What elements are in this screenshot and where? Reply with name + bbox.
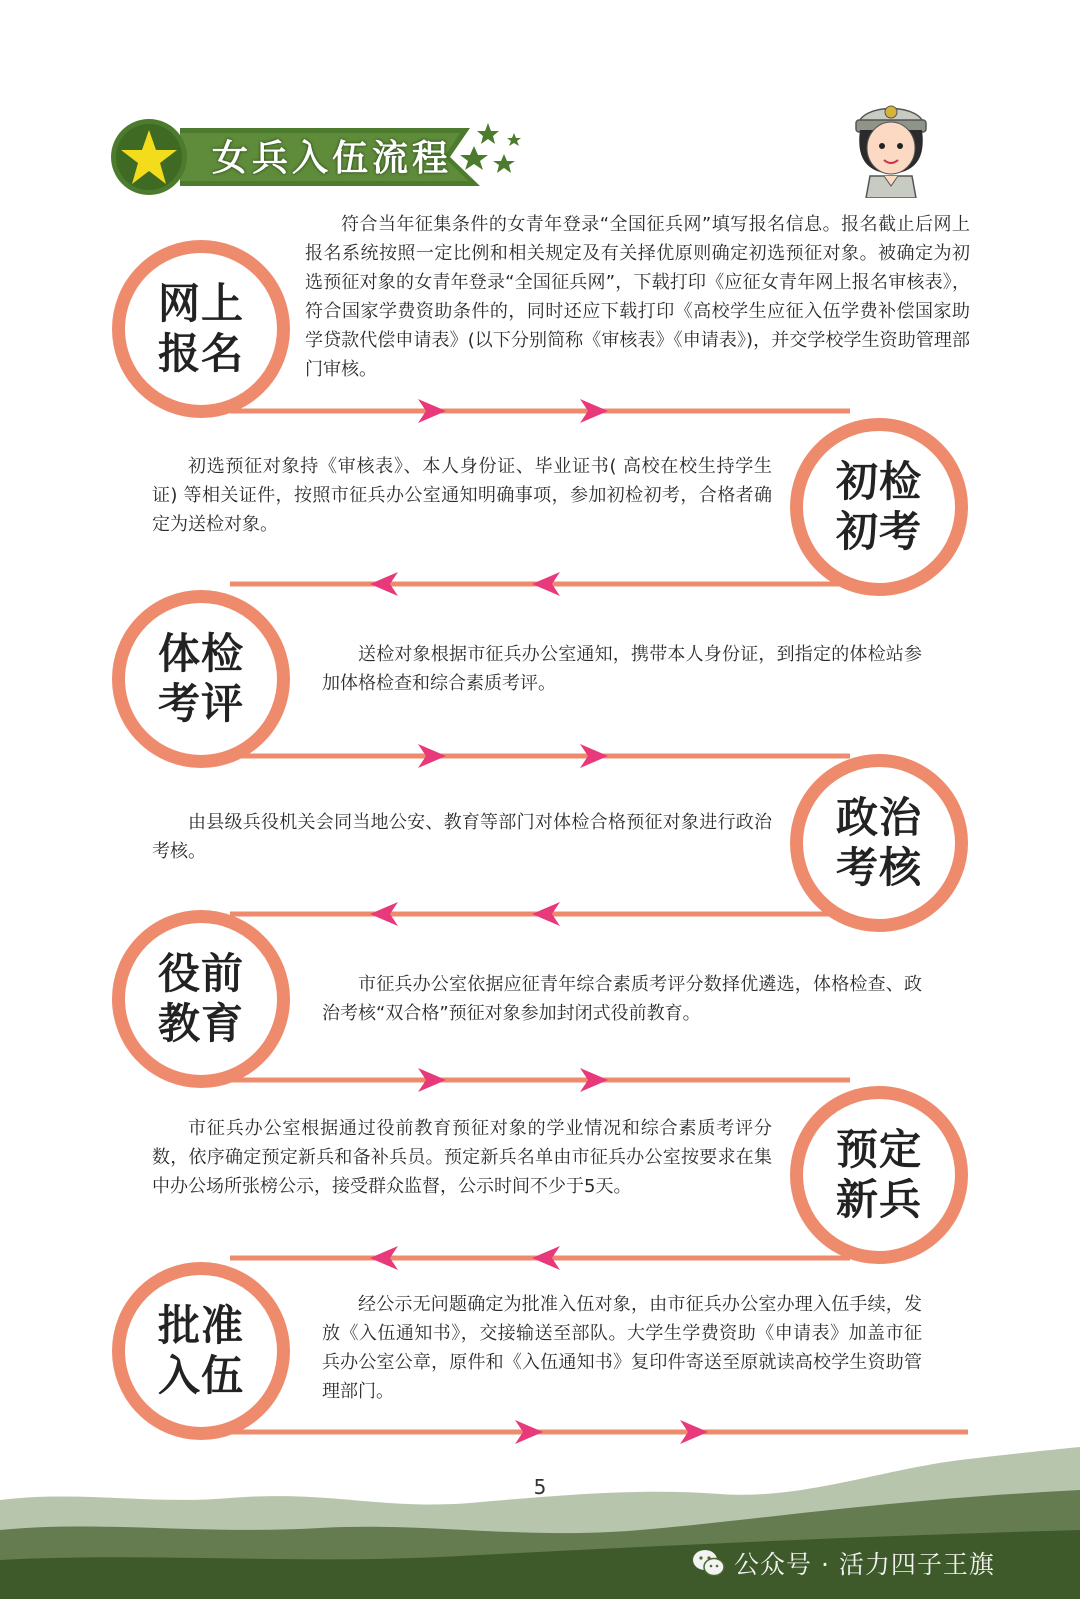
step-title-line2: 初考: [835, 507, 922, 556]
step-title-line2: 考核: [835, 843, 922, 892]
step-title-line1: 体检: [157, 629, 244, 678]
step-description: 市征兵办公室根据通过役前教育预征对象的学业情况和综合素质考评分数，依序确定预定新兵和备补兵员。预定新兵名单由市征兵办公室按要求在集中办公场所张榜公示，接受群众监督，公示时间不少于5天。: [152, 1118, 772, 1197]
step-description: 经公示无问题确定为批准入伍对象，由市征兵办公室办理入伍手续，发放《入伍通知书》，交接输送至部队。大学生学费资助《申请表》加盖市征兵办公室公章，原件和《入伍通知书》复印件寄送至原就读高校学生资助管理部门。: [322, 1294, 922, 1402]
page-number: 5: [533, 1475, 547, 1499]
step-title-line1: 网上: [157, 279, 244, 328]
step-title-line2: 教育: [157, 999, 244, 1048]
step-circle-political-review: [790, 754, 968, 932]
step-description: 符合当年征集条件的女青年登录“全国征兵网”填写报名信息。报名截止后网上报名系统按照一定比例和相关规定及有关择优原则确定初选预征对象。被确定为初选预征对象的女青年登录“全国征兵网”，下载打印《应征女青年网上报名审核表》，符合国家学费资助条件的，同时还应下载打印《高校学生应征入伍学费补偿国家助学贷款代偿申请表》(以下分别简称《审核表》《申请表》)，并交学校学生资助管理部门审核。: [305, 214, 970, 380]
step-description: 市征兵办公室依据应征青年综合素质考评分数择优遴选，体格检查、政治考核“双合格”预征对象参加封闭式役前教育。: [322, 974, 922, 1024]
step-title-line2: 入伍: [157, 1351, 244, 1400]
step-title-line1: 初检: [835, 457, 922, 506]
step-title-line1: 役前: [157, 949, 244, 998]
watermark: [692, 1543, 995, 1583]
step-description: 初选预征对象持《审核表》、本人身份证、毕业证书( 高校在校生持学生证) 等相关证件，按照市征兵办公室通知明确事项，参加初检初考，合格者确定为送检对象。: [152, 456, 772, 535]
step-description: 由县级兵役机关会同当地公安、教育等部门对体检合格预征对象进行政治考核。: [152, 812, 772, 862]
step-circle-initial-check: [790, 418, 968, 596]
wechat-icon: [692, 1548, 726, 1578]
watermark-text: 公众号 · 活力四子王旗: [734, 1550, 995, 1579]
step-circle-approval-enlistment: [112, 1262, 290, 1440]
page-title: 女兵入伍流程: [212, 138, 453, 179]
step-circle-physical-exam: [112, 590, 290, 768]
step-title-line2: 新兵: [835, 1175, 922, 1224]
step-title-line1: 预定: [835, 1125, 922, 1174]
step-title-line2: 报名: [157, 329, 244, 378]
step-description: 送检对象根据市征兵办公室通知，携带本人身份证，到指定的体检站参加体格检查和综合素质考评。: [322, 644, 922, 694]
step-title-line2: 考评: [157, 679, 244, 728]
step-title-line1: 批准: [157, 1301, 244, 1350]
step-circle-designated-recruit: [790, 1086, 968, 1264]
step-circle-pre-service-education: [112, 910, 290, 1088]
step-title-line1: 政治: [835, 793, 922, 842]
step-circle-online-registration: [112, 240, 290, 418]
